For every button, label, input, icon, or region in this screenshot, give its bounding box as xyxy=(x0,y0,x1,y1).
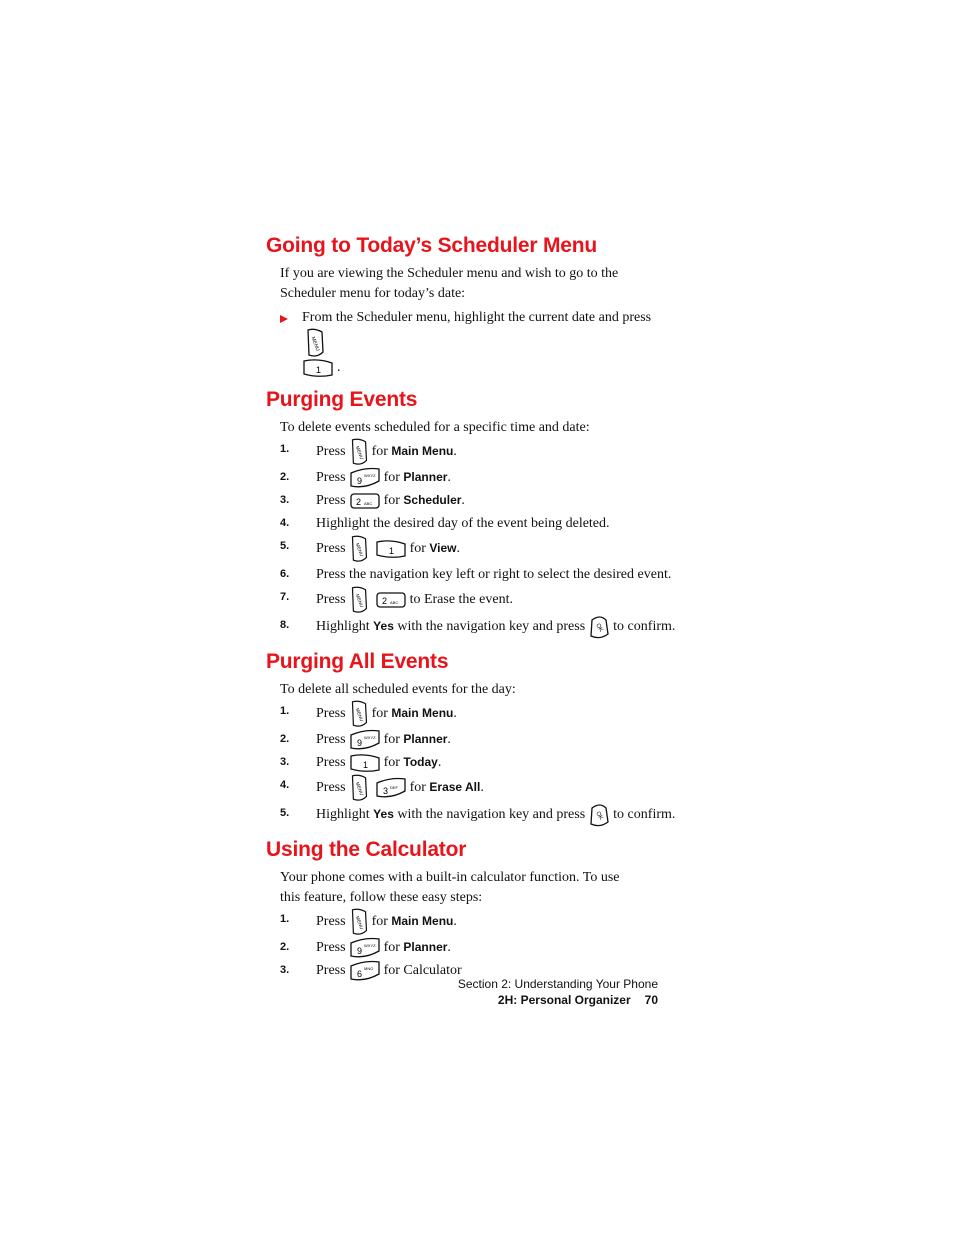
list-item: 4. Press MENU 3 DEF for Erase All. xyxy=(280,774,696,802)
list-item: 2. Press 9 WXYZ for Planner. xyxy=(280,466,696,489)
step-number: 4. xyxy=(280,517,290,530)
step-text: Press xyxy=(316,493,346,509)
step-target: Today xyxy=(403,755,438,770)
step-text: Press xyxy=(316,755,346,771)
list-item: 5. Press MENU 1 for View. xyxy=(280,535,696,563)
step-text: Highlight xyxy=(316,807,370,823)
step-number: 2. xyxy=(280,941,290,954)
step-text: for xyxy=(409,780,426,796)
list-item xyxy=(280,614,696,640)
step-text: to confirm. xyxy=(613,619,676,635)
svg-text:MENU: MENU xyxy=(354,445,364,461)
key-1-icon xyxy=(349,753,381,773)
page-content xyxy=(266,232,696,982)
step-target: Planner xyxy=(403,732,448,747)
step-target: Yes xyxy=(373,807,394,822)
step-text: with the navigation key and press xyxy=(397,807,586,823)
svg-text:WXYZ: WXYZ xyxy=(363,473,376,478)
section-intro: To delete events scheduled for a specific time and date: xyxy=(280,420,590,436)
step-text: to confirm. xyxy=(613,807,676,823)
svg-text:MENU: MENU xyxy=(354,707,364,723)
menu-key-icon xyxy=(349,586,369,614)
key-3-icon xyxy=(375,777,407,799)
svg-text:9: 9 xyxy=(356,476,362,486)
step-target: Main Menu xyxy=(391,706,454,721)
list-item xyxy=(280,802,696,828)
menu-key-icon xyxy=(349,908,369,936)
svg-text:2: 2 xyxy=(381,596,387,607)
menu-key-icon xyxy=(305,328,325,358)
list-item xyxy=(280,563,696,586)
step-number: 3. xyxy=(280,964,290,977)
svg-text:MENU: MENU xyxy=(354,915,364,931)
step-text: Press xyxy=(316,444,346,460)
menu-key-icon xyxy=(349,774,369,802)
footer-chapter-label xyxy=(458,992,658,1008)
step-text: with the navigation key and press xyxy=(397,619,586,635)
bullet-triangle-icon xyxy=(280,315,288,323)
step-number: 6. xyxy=(280,568,290,581)
step-number: 4. xyxy=(280,779,290,792)
step-number: 3. xyxy=(280,494,290,507)
step-number: 1. xyxy=(280,913,290,926)
step-number: 1. xyxy=(280,443,290,456)
steps-list xyxy=(266,908,696,982)
page-footer xyxy=(458,976,658,1008)
step-text: Highlight xyxy=(316,619,370,635)
bullet-item: From the Scheduler menu, highlight the current date and press MENU 1 . xyxy=(280,308,662,378)
section-intro: To delete all scheduled events for the day: xyxy=(280,682,516,698)
svg-text:6: 6 xyxy=(356,969,362,979)
section-title-todays-scheduler: Going to Today’s Scheduler Menu xyxy=(266,234,597,257)
menu-key-icon xyxy=(349,700,369,728)
section-title-purging-events: Purging Events xyxy=(266,388,418,412)
step-text: for Calculator xyxy=(383,963,462,979)
svg-text:MENU: MENU xyxy=(309,336,321,352)
step-target: Planner xyxy=(403,470,448,485)
step-text: for xyxy=(371,706,388,722)
list-item xyxy=(280,512,696,535)
step-target: Yes xyxy=(373,619,394,634)
step-text: for xyxy=(371,914,388,930)
step-text: Press xyxy=(316,541,346,557)
step-text: Press xyxy=(316,732,346,748)
bullet-text: From the Scheduler menu, highlight the current date and press xyxy=(302,310,652,325)
list-item: 3. Press 1 for Today. xyxy=(280,751,696,774)
step-text: to Erase the event. xyxy=(409,592,513,608)
footer-chapter-title: 2H: Personal Organizer xyxy=(497,993,631,1007)
step-number: 5. xyxy=(280,540,290,553)
svg-text:1: 1 xyxy=(388,546,394,557)
step-text: for xyxy=(383,732,400,748)
svg-text:1: 1 xyxy=(362,760,368,770)
step-number: 3. xyxy=(280,756,290,769)
svg-text:OK: OK xyxy=(594,622,604,634)
steps-list xyxy=(266,438,696,640)
list-item: 2. Press 9 WXYZ for Planner. xyxy=(280,936,696,959)
menu-key-icon xyxy=(349,535,369,563)
list-item: 2. Press 9 WXYZ for Planner. xyxy=(280,728,696,751)
list-item xyxy=(280,586,696,614)
step-text: for xyxy=(383,493,400,509)
key-9-icon xyxy=(349,467,381,489)
section-title-purging-all-events: Purging All Events xyxy=(266,650,449,674)
svg-text:ABC: ABC xyxy=(363,501,372,506)
key-9-icon xyxy=(349,729,381,751)
svg-text:1: 1 xyxy=(316,365,322,375)
step-text: Press xyxy=(316,940,346,956)
step-text: Press xyxy=(316,706,346,722)
key-6-icon xyxy=(349,960,381,982)
steps-list xyxy=(266,700,696,828)
step-text: Press xyxy=(316,592,346,608)
step-text: Press the navigation key left or right to select the desired event. xyxy=(316,567,672,583)
menu-key-icon xyxy=(349,438,369,466)
step-text: for xyxy=(383,755,400,771)
svg-text:2: 2 xyxy=(355,497,361,507)
step-number: 2. xyxy=(280,471,290,484)
svg-text:MENU: MENU xyxy=(354,781,364,797)
ok-key-icon xyxy=(588,614,610,640)
section-intro: Your phone comes with a built-in calculator function. To use this feature, follow these easy steps: xyxy=(280,870,620,906)
key-1-icon xyxy=(375,539,407,559)
step-text: for xyxy=(383,470,400,486)
step-target: Planner xyxy=(403,940,448,955)
svg-text:MNO: MNO xyxy=(363,966,373,971)
footer-section-label: Section 2: Understanding Your Phone xyxy=(457,977,658,991)
step-number: 2. xyxy=(280,733,290,746)
svg-text:MENU: MENU xyxy=(354,593,364,609)
svg-text:OK: OK xyxy=(594,810,604,822)
section-title-using-calculator: Using the Calculator xyxy=(266,838,467,862)
step-number: 5. xyxy=(280,807,290,820)
key-1-icon xyxy=(302,358,334,378)
step-target: Main Menu xyxy=(391,444,454,459)
svg-text:9: 9 xyxy=(356,946,362,956)
svg-text:WXYZ: WXYZ xyxy=(363,735,376,740)
step-text: for xyxy=(383,940,400,956)
step-target: View xyxy=(429,541,457,556)
svg-text:3: 3 xyxy=(382,786,388,797)
svg-text:DEF: DEF xyxy=(389,785,398,791)
list-item: 1. Press MENU for Main Menu. xyxy=(280,908,696,936)
page-number: 70 xyxy=(644,993,658,1007)
svg-text:MENU: MENU xyxy=(354,542,364,558)
step-text: Press xyxy=(316,780,346,796)
step-text: Press xyxy=(316,470,346,486)
step-text: for xyxy=(409,541,426,557)
step-text: Highlight the desired day of the event being deleted. xyxy=(316,516,610,532)
section-intro: If you are viewing the Scheduler menu and wish to go to the Scheduler menu for today’s date: xyxy=(280,266,619,301)
svg-text:WXYZ: WXYZ xyxy=(363,943,376,948)
step-target: Scheduler xyxy=(403,493,462,508)
list-item: 1. Press MENU for Main Menu. xyxy=(280,700,696,728)
list-item: 3. Press 2 ABC for Scheduler. xyxy=(280,489,696,512)
step-text: Press xyxy=(316,963,346,979)
step-target: Main Menu xyxy=(391,914,454,929)
ok-key-icon xyxy=(588,802,610,828)
svg-text:9: 9 xyxy=(356,738,362,748)
step-target: Erase All xyxy=(429,780,481,795)
key-9-icon xyxy=(349,937,381,959)
key-2-icon xyxy=(375,591,407,609)
step-number: 8. xyxy=(280,619,290,632)
list-item: 1. Press MENU for Main Menu. xyxy=(280,438,696,466)
step-number: 7. xyxy=(280,591,290,604)
step-number: 1. xyxy=(280,705,290,718)
key-2-icon xyxy=(349,492,381,510)
svg-text:ABC: ABC xyxy=(389,600,398,606)
step-text: for xyxy=(371,444,388,460)
step-text: Press xyxy=(316,914,346,930)
